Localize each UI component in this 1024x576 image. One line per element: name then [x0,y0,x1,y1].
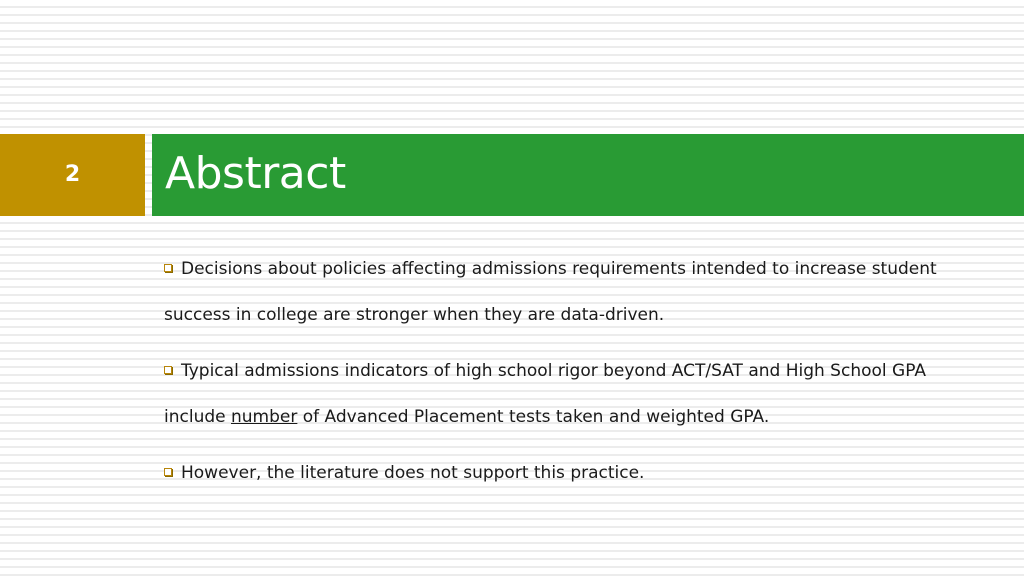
bullet-text: However, the literature does not support this practice. [181,463,645,483]
bullet-text-after: of Advanced Placement tests taken and weighted GPA. [297,407,770,427]
hollow-square-bullet-icon [164,264,172,272]
bullet-item-2 [164,348,954,440]
slide-number: 2 [64,162,81,187]
hollow-square-bullet-icon [164,468,172,476]
slide-title: Abstract [165,148,346,199]
slide-number-box [0,134,145,216]
underlined-word: number [231,407,298,427]
bullet-text: Decisions about policies affecting admissions requirements intended to increase student success in college are stronger when they are data-driven. [164,259,937,325]
bullet-item-1 [164,246,954,338]
title-bar [152,134,1024,216]
bullet-list [164,246,954,506]
bullet-text-before: Typical admissions indicators of high school rigor beyond ACT/SAT and High School GPA include [164,361,926,427]
bullet-item-3 [164,450,954,496]
hollow-square-bullet-icon [164,366,172,374]
